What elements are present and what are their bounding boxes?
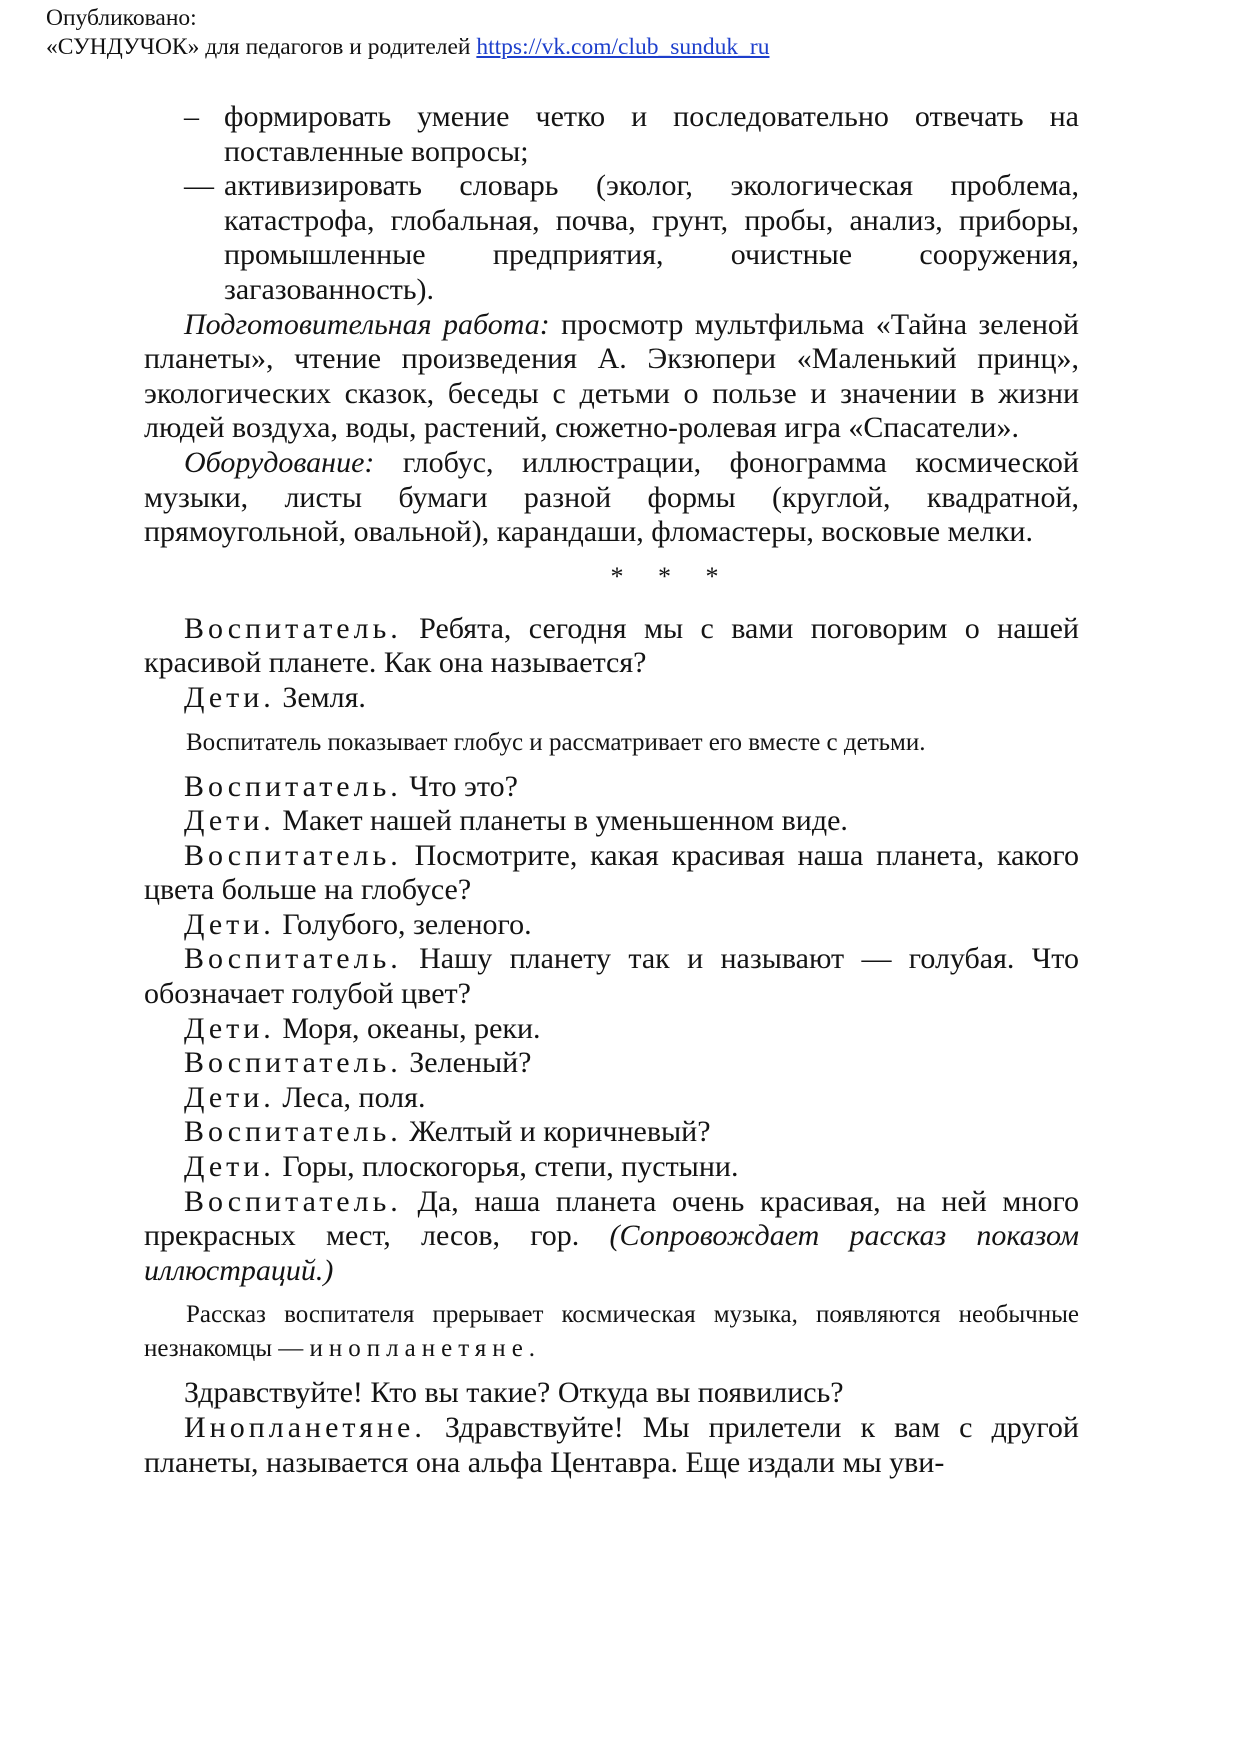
- source-line: [46, 33, 769, 62]
- dialogue-text: Здравствуйте! Кто вы такие? Откуда вы появились?: [184, 1376, 844, 1410]
- dialogue-line: [144, 908, 1079, 943]
- source-text: «СУНДУЧОК» для педагогов и родителей: [46, 34, 471, 60]
- goal-item: [144, 169, 1079, 307]
- dialogue-line: [144, 839, 1079, 908]
- stage-direction: [144, 1298, 1079, 1366]
- dialogue-line: [144, 1411, 1079, 1480]
- dialogue-text: Моря, океаны, реки.: [274, 1011, 541, 1045]
- speaker-name: Дети.: [184, 907, 275, 941]
- dialogue-text: Нашу планету так и называют — голубая. Что обозначает голубой цвет?: [144, 942, 1079, 1011]
- speaker-name: Дети.: [184, 680, 275, 714]
- preparation-paragraph: [144, 308, 1079, 446]
- dialogue-text: Макет нашей планеты в уменьшенном виде.: [274, 804, 848, 838]
- stage-spaced-word: инопланетяне.: [309, 1335, 542, 1363]
- dialogue-line: [144, 1150, 1079, 1185]
- dialogue-text: Здравствуйте! Мы прилетели к вам с другой планеты, называется она альфа Центавра. Еще издали мы уви-: [144, 1411, 1079, 1479]
- publication-header: [46, 4, 769, 62]
- stage-direction: Воспитатель показывает глобус и рассматривает его вместе с детьми.: [186, 728, 926, 756]
- speaker-name: Инопланетяне.: [184, 1411, 426, 1444]
- dialogue-line: [144, 1115, 1079, 1150]
- goal-text: активизировать словарь (эколог, экологическая проблема, катастрофа, глобальная, почва, грунт, пробы, анализ, приборы, промышленные предприятия, очистные сооружения, загазованность).: [224, 169, 1079, 306]
- stage-note: (Сопровождает рассказ показом иллюстраций.): [144, 1219, 1079, 1287]
- dialogue-text: Зеленый?: [401, 1046, 532, 1080]
- speaker-name: Воспитатель.: [184, 1115, 402, 1149]
- speaker-name: Воспитатель.: [184, 611, 402, 645]
- equipment-paragraph: [144, 446, 1079, 550]
- goal-item: [144, 100, 1079, 169]
- preparation-label: Подготовительная работа:: [184, 307, 550, 341]
- dialogue-line: [144, 1185, 1079, 1289]
- equipment-label: Оборудование:: [184, 445, 375, 479]
- speaker-name: Дети.: [184, 1080, 275, 1114]
- speaker-name: Дети.: [184, 804, 275, 838]
- goal-text: формировать умение четко и последовательно отвечать на поставленные вопросы;: [224, 100, 1079, 168]
- dash-marker: —: [184, 169, 214, 203]
- dialogue-line: [144, 942, 1079, 1011]
- source-link[interactable]: https://vk.com/club_sunduk_ru: [476, 34, 770, 60]
- dialogue-line: [144, 612, 1079, 681]
- speaker-name: Воспитатель.: [184, 942, 402, 976]
- dialogue-line: [144, 1046, 1079, 1081]
- speaker-name: Дети.: [184, 1011, 275, 1045]
- dialogue-line: [144, 681, 1079, 716]
- speaker-name: Воспитатель.: [184, 769, 402, 803]
- dialogue-line: [144, 770, 1079, 805]
- dialogue-text: Ребята, сегодня мы с вами поговорим о нашей красивой планете. Как она называется?: [144, 611, 1079, 680]
- dialogue-text: Что это?: [401, 769, 518, 803]
- dialogue-text: Горы, плоскогорья, степи, пустыни.: [274, 1150, 739, 1184]
- dialogue-text: Посмотрите, какая красивая наша планета, какого цвета больше на глобусе?: [144, 838, 1079, 907]
- dialogue-line: [144, 1012, 1079, 1047]
- preparation-text: просмотр мультфильма «Тайна зеленой планеты», чтение произведения А. Экзюпери «Маленький принц», экологических сказок, беседы с детьми о пользе и значении в жизни людей воздуха, воды, растений, сюжетно-ролевая игра «Спасатели».: [144, 307, 1079, 445]
- speaker-name: Дети.: [184, 1150, 275, 1184]
- dialogue-line: [144, 804, 1079, 839]
- dialogue-text: Земля.: [274, 680, 366, 714]
- dialogue-text: Желтый и коричневый?: [401, 1115, 711, 1149]
- published-label: Опубликовано:: [46, 5, 197, 31]
- speaker-name: Воспитатель.: [184, 838, 402, 872]
- dialogue-text: Да, наша планета очень красивая, на ней много прекрасных мест, лесов, гор.: [144, 1184, 1079, 1253]
- stage-text: Рассказ воспитателя прерывает космическая музыка, появляются необычные незнакомцы —: [144, 1301, 1079, 1363]
- dialogue-line: [144, 1376, 1079, 1411]
- dash-marker: –: [184, 100, 199, 133]
- dialogue-text: Голубого, зеленого.: [274, 907, 532, 941]
- dialogue-line: [144, 1081, 1079, 1116]
- speaker-name: Воспитатель.: [184, 1184, 402, 1218]
- document-body: [144, 100, 1079, 1480]
- equipment-text: глобус, иллюстрации, фонограмма космической музыки, листы бумаги разной формы (круглой, квадратной, прямоугольной, овальной), карандаши, фломастеры, восковые мелки.: [144, 445, 1079, 549]
- dialogue-text: Леса, поля.: [274, 1080, 426, 1114]
- speaker-name: Воспитатель.: [184, 1046, 402, 1080]
- section-separator: * * *: [610, 561, 733, 591]
